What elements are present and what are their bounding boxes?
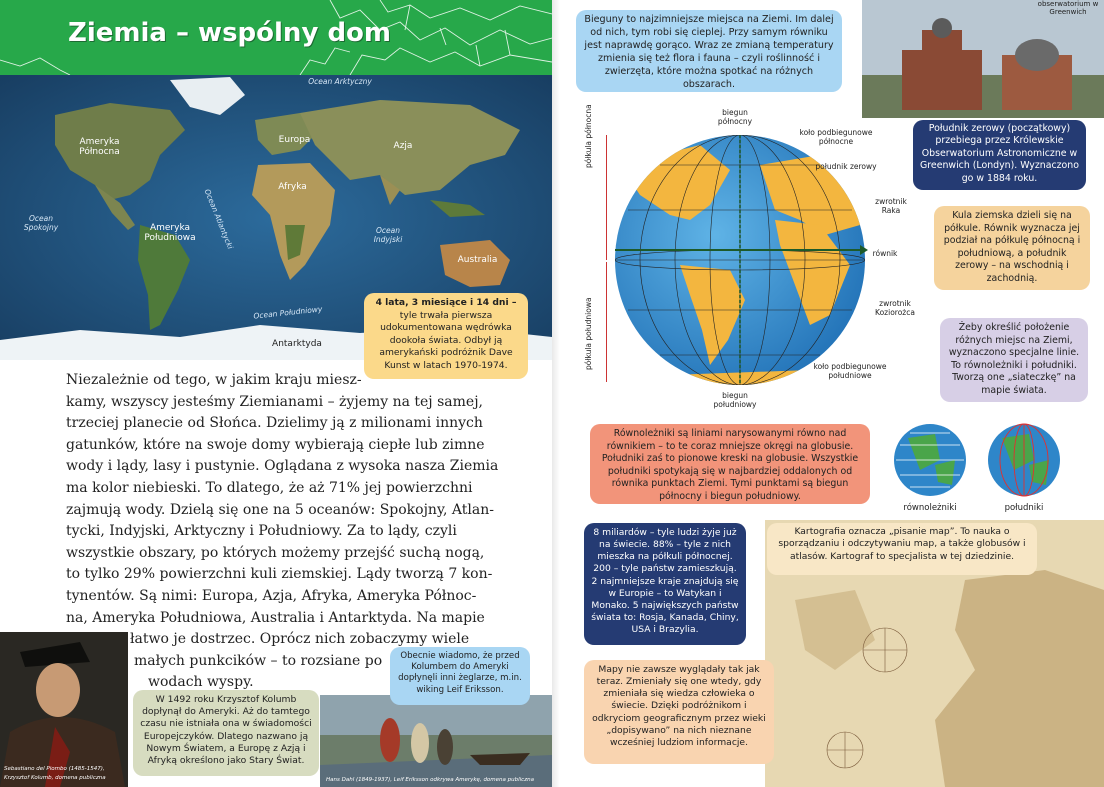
right-page [560, 0, 1104, 787]
observatory-caption: obserwatorium w Greenwich [1037, 0, 1099, 17]
map-label-arctic-ocean: Ocean Arktyczny [308, 77, 372, 86]
map-label-atlantic-ocean: Ocean Atlantycki [202, 187, 235, 251]
map-label-south-america: Ameryka Południowa [144, 223, 196, 244]
paragraph-line: zajmują wody. Dzielą się one na 5 oceanów: Spokojny, Atlan- [66, 501, 494, 518]
voyage-fact-text: tyle trwała pierwsza udokumentowana wędrówka dookoła świata. Odbył ją amerykański podróżnik Dave Kunst w latach 1970-1974. [379, 309, 513, 371]
map-label-southern-ocean: Ocean Południowy [253, 304, 323, 321]
label-southern-hemisphere: półkula południowa [584, 297, 593, 370]
paragraph-line: tynentów. Są nimi: Europa, Azja, Afryka, Ameryka Północ- [66, 588, 477, 604]
vikings-painting-graphic [320, 695, 552, 787]
columbus-caption-line2: Krzysztof Kolumb, domena publiczna [4, 775, 106, 781]
map-label-north-america: Ameryka Północna [79, 137, 120, 158]
map-label-pacific-ocean: Ocean Spokojny [23, 214, 59, 232]
poles-fact-box: Bieguny to najzimniejsze miejsca na Ziemi. Im dalej od nich, tym robi się cieplej. Przy samym równiku jest naprawdę gorąco. Wraz ze zmianą temperatury zmienia się też flora i fauna – czyli roślinność i zwierzęta, które można spotkać na różnych obszarach. [576, 10, 842, 92]
meridians-globe [984, 420, 1064, 500]
map-label-antarctica: Antarktyda [272, 339, 322, 349]
paragraph-line: tycki, Indyjski, Arktyczny i Południowy. Za to lądy, czyli [66, 523, 457, 540]
paragraph-line: Niezależnie od tego, w jakim kraju miesz- [66, 372, 362, 388]
paragraph-line: to tylko 29% powierzchni kuli ziemskiej. Lądy tworzą 7 kon- [66, 566, 493, 583]
prime-meridian-box: Południk zerowy (początkowy) przebiega przez Królewskie Obserwatorium Astronomiczne w Greenwich (Londyn). Wyznaczono go w 1884 roku. [913, 120, 1086, 190]
voyage-fact-bold: 4 lata, 3 miesiące i 14 dni – [375, 297, 517, 308]
label-northern-hemisphere: półkula północna [584, 104, 593, 168]
label-tropic-cancer: zwrotnik Raka [875, 197, 907, 215]
greenwich-observatory-photo [862, 0, 1104, 118]
label-arctic-circle: koło podbiegunowe północne [799, 128, 873, 146]
paragraph-line: ma kolor niebieski. To dlatego, że aż 71% jej powierzchni [66, 480, 473, 496]
columbus-caption-line1: Sebastiano del Piombo (1485-1547), [4, 766, 105, 772]
book-gutter [552, 0, 560, 787]
label-equator: równik [872, 249, 898, 258]
label-prime-meridian: południk zerowy [815, 162, 877, 171]
map-label-africa: Afryka [278, 182, 307, 192]
vikings-fact-box: Obecnie wiadomo, że przed Kolumbem do Ameryki dopłynęli inni żeglarze, m.in. wiking Leif Eriksson. [390, 647, 530, 705]
paragraph-line: małych punkcików – to rozsiane po [134, 652, 383, 669]
maps-history-box: Mapy nie zawsze wyglądały tak jak teraz. Zmieniały się one wtedy, gdy zmieniała się wiedza człowieka o świecie. Dzięki podróżnikom i odkryciom geograficznym przez wieki „dopisywano” na nich nieznane wcześniej ludziom informacje. [584, 660, 774, 764]
title-banner [0, 0, 552, 75]
paragraph-line: na, Ameryka Południowa, Australia i Antarktyda. Na mapie [66, 609, 485, 626]
parallels-label: równoleżniki [903, 503, 957, 513]
label-antarctic-circle: koło podbiegunowe południowe [813, 362, 887, 380]
southern-hemisphere-bracket [606, 262, 607, 382]
grid-lines-box: Żeby określić położenie różnych miejsc na Ziemi, wyznaczono specjalne linie. To równoleżniki i południki. Tworzą one „siateczkę” na mapie świata. [940, 318, 1088, 402]
paragraph-line: łatwo je dostrzec. Oprócz nich zobaczymy wiele [130, 631, 470, 648]
map-label-australia: Australia [457, 255, 498, 265]
parallels-meridians-box: Równoleżniki są liniami narysowanymi równo nad równikiem – to te coraz mniejsze okręgi na globusie. Południki zaś to pionowe kreski na globusie. Wszystkie południki spotykają się w najbardziej oddalonych od równika punktach Ziemi. Tymi punktami są biegun północny i biegun południowy. [590, 424, 870, 504]
label-tropic-capricorn: zwrotnik Koziorożca [875, 299, 915, 317]
paragraph-line: wszystkie obszary, po których możemy przejść suchą nogą, [66, 544, 485, 561]
map-label-indian-ocean: Ocean Indyjski [373, 226, 403, 244]
hemispheres-box: Kula ziemska dzieli się na półkule. Równik wyznacza jej podział na półkulę północną i południową, a południk zerowy – na wschodnią i zachodnią. [934, 206, 1090, 290]
northern-hemisphere-bracket [606, 135, 607, 260]
cartography-box: Kartografia oznacza „pisanie map”. To nauka o sporządzaniu i odczytywaniu map, a także globusów i atlasów. Kartograf to specjalista w tej dziedzinie. [767, 523, 1037, 575]
paragraph-line: wodach wyspy. [148, 674, 254, 691]
paragraph-line: trzeciej planecie od Słońca. Dzielimy ją z milionami innych [66, 415, 483, 432]
paragraph-line: kamy, wszyscy jesteśmy Ziemianami – żyjemy na tej samej, [66, 393, 483, 410]
greenwich-photo-graphic [862, 0, 1104, 118]
map-label-asia: Azja [393, 141, 413, 151]
map-label-europe: Europa [278, 135, 311, 145]
label-north-pole: biegun północny [717, 108, 753, 126]
columbus-portrait [0, 632, 128, 787]
columbus-fact-box: W 1492 roku Krzysztof Kolumb dopłynął do Ameryki. Aż do tamtego czasu nie istniała ona w świadomości Europejczyków. Dlatego nazwano ją Nowym Światem, a Europę z Azją i Afryką określono jako Stary Świat. [133, 690, 319, 776]
paragraph-line: gatunków, które na swoje domy wybierają ciepłe lub zimne [66, 436, 485, 453]
vikings-painting [320, 695, 552, 787]
world-facts-box: 8 miliardów – tyle ludzi żyje już na świecie. 88% – tyle z nich mieszka na półkuli północnej. 200 – tyle państw zamieszkują. 2 najmniejsze kraje znajdują się w Europie – to Watykan i Monako. 5 największych państw świata to: Rosja, Kanada, Chiny, USA i Brazylia. [584, 523, 746, 645]
vikings-caption: Hans Dahl (1849-1937), Leif Eriksson odkrywa Amerykę, domena publiczna [326, 777, 534, 783]
voyage-fact-box [364, 293, 528, 379]
page-title: Ziemia – wspólny dom [68, 18, 392, 48]
meridians-label: południki [1004, 503, 1044, 513]
paragraph-line: wody i lądy, lasy i pustynie. Oglądana z wysoka nasza Ziemia [66, 458, 499, 475]
label-south-pole: biegun południowy [713, 391, 757, 409]
parallels-globe [890, 420, 970, 500]
columbus-portrait-graphic [0, 632, 128, 787]
